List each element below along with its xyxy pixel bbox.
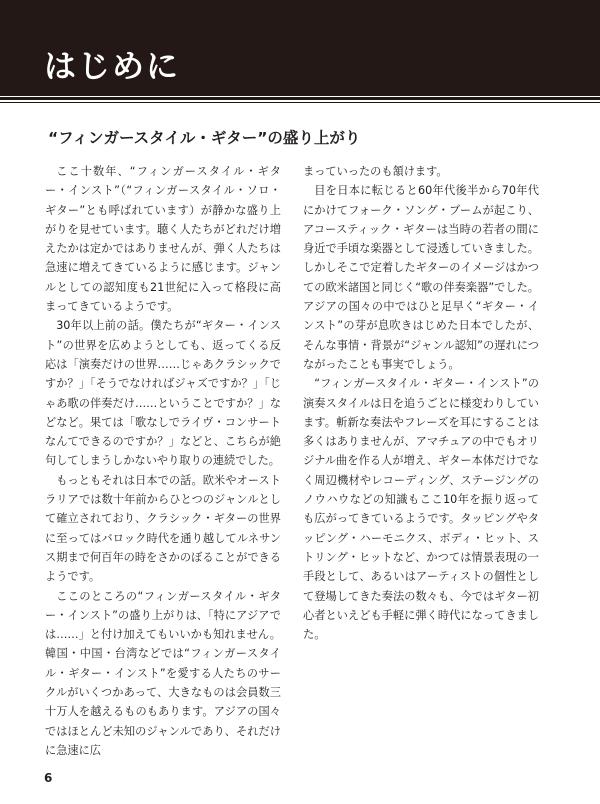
body-column-right [303,162,539,644]
page-number: 6 [44,771,53,785]
paragraph-continued: まっていったのも頷けます。 [303,165,448,178]
body-column-left [45,162,281,760]
chapter-title: はじめに [44,47,181,85]
paragraph: 目を日本に転じると60年代後半から70年代にかけてフォーク・ソング・ブームが起こり、アコースティック・ギターは当時の若者の間に身近で手頃な楽器として浸透していきました。しかしそこで定着したギターのイメージはかつての欧米諸国と同じく“歌の伴奏楽器”でした。アジアの国々の中ではひと足早く“ギター・インスト”の芽が息吹きはじめた日本でしたが、そんな事情・背景が“ジャンル認知”の遅れにつながったことも事実でしょう。 [303,184,539,371]
section-heading: “フィンガースタイル・ギター”の盛り上がり [48,129,361,147]
paragraph: 30年以上前の話。僕たちが“ギター・インスト”の世界を広めようとしても、返ってくる反応は「演奏だけの世界……じゃあクラシックですか？」「そうでなければジャズですか？」「じゃあ歌の伴奏だけ……ということですか？」などなど。果ては「歌なしでライヴ・コンサートなんてできるのですか？」などと、こちらが絶句してしまうしかないやり取りの連続でした。 [45,319,281,468]
paragraph: もっともそれは日本での話。欧米やオーストラリアでは数十年前からひとつのジャンルとして確立されており、クラシック・ギターの世界に至ってはバロック時代を通り越してルネサンス期まで何百年の時をさかのぼることができるようです。 [45,473,281,584]
header-rule-thin [0,102,600,103]
header-rule-thick [0,97,600,100]
paragraph: ここ十数年、“フィンガースタイル・ギター・インスト”（“フィンガースタイル・ソロ・ギター”とも呼ばれています）が静かな盛り上がりを見せています。聴く人たちがどれだけ増えたかは定かではありませんが、弾く人たちは急速に増えてきているように感じます。ジャンルとしての認知度も21世紀に入って格段に高まってきているようです。 [45,165,281,314]
paragraph: “フィンガースタイル・ギター・インスト”の演奏スタイルは日を追うごとに様変わりしています。斬新な奏法やフレーズを耳にすることは多くはありませんが、アマチュアの中でもオリジナル曲を作る人が増え、ギター本体だけでなく周辺機材やレコーディング、ステージングのノウハウなどの知識もここ10年を振り返っても広がってきているようです。タッピングやタッピング・ハーモニクス、ボディ・ヒット、ストリング・ヒットなど、かつては情景表現の一手段として、あるいはアーティストの個性として登場してきた奏法の数々も、今ではギター初心者といえども手軽に弾く時代になってきました。 [303,377,539,642]
paragraph: ここのところの“フィンガースタイル・ギター・インスト”の盛り上がりは、「特にアジアでは……」と付け加えてもいいかも知れません。韓国・中国・台湾などでは“フィンガースタイル・ギター・インスト”を愛する人たちのサークルがいくつかあって、大きなものは会員数三十万人を越えるものもあります。アジアの国々ではほとんど未知のジャンルであり、それだけに急速に広 [45,589,281,757]
